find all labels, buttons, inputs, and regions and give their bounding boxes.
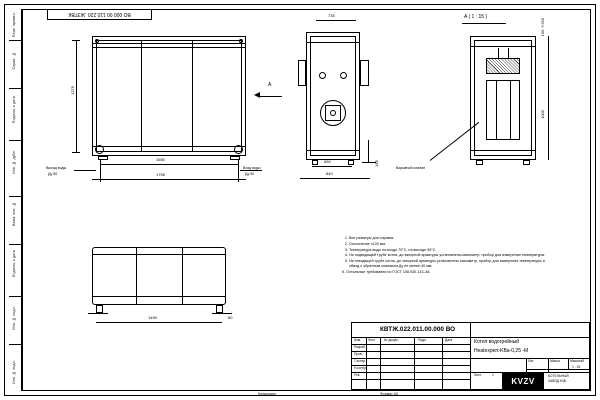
section-foot-left bbox=[476, 160, 483, 165]
section-bottom-rail bbox=[470, 150, 536, 151]
side-top-dim-text: 735 bbox=[328, 13, 335, 18]
front-dim-ext-right bbox=[238, 160, 239, 182]
top-view-split-1 bbox=[136, 247, 137, 305]
top-view-base-left bbox=[88, 313, 108, 314]
stamp-col-list: Лист bbox=[368, 338, 376, 343]
front-inlet-dn: Ду 50 bbox=[245, 172, 255, 176]
note-item: 2. Отклонение ±100 мм. bbox=[349, 242, 550, 247]
margin-divider bbox=[9, 244, 22, 245]
margin-divider bbox=[9, 140, 22, 141]
stamp-scale-label: Масштаб bbox=[570, 359, 585, 364]
top-view-split-2 bbox=[182, 247, 183, 305]
front-outlet-dn: Ду 50 bbox=[48, 172, 58, 176]
front-outlet-label: Выход воды bbox=[46, 166, 67, 170]
side-port-upper bbox=[319, 72, 326, 79]
stamp-scale-value: 1 : 15 bbox=[572, 365, 581, 370]
side-flue-box bbox=[360, 60, 369, 86]
stamp-row-razrab: Разраб. bbox=[354, 345, 366, 350]
margin-label-vzam-inv: Взам. инв. № bbox=[12, 202, 16, 226]
side-bottom-outer-dim-line bbox=[300, 178, 370, 179]
title-block bbox=[351, 322, 590, 390]
front-width-inner-dim-text: 1650 bbox=[156, 157, 165, 162]
section-title-underline bbox=[462, 23, 506, 24]
stamp-product-name-2: Heatexpert-KBa-0,25 -M bbox=[474, 348, 529, 354]
stamp-company-line1: КОТЕЛЬНЫЙ bbox=[548, 374, 569, 378]
margin-label-podpis-data-1: Подпись и дата bbox=[12, 96, 16, 124]
stamp-product-name-1: Котел водогрейный bbox=[474, 339, 520, 345]
top-view-foot-left bbox=[96, 305, 103, 313]
top-view-rail-2 bbox=[92, 296, 226, 297]
note-item: 5. На отводящей трубе котла, до запорной арматуры установлены манометр, прибор для измерения температуры и обвод с обратным клапаном Ду не менее 40 мм. bbox=[349, 259, 550, 270]
front-width-inner-dim-line bbox=[100, 164, 238, 165]
margin-label-inv-dubl: Инв. № дубл. bbox=[12, 150, 16, 174]
front-corner-bolt-tl bbox=[95, 39, 99, 43]
note-item: 3. Температура воды на входе 70°С, на выходе 95°С. bbox=[349, 248, 550, 253]
side-bottom-outer-dim-text: 840 bbox=[326, 171, 333, 176]
top-view-width-dim-line bbox=[96, 322, 222, 323]
note-item: 1. Все размеры для справок. bbox=[349, 236, 550, 241]
margin-label-inv-podl: Инв. № подл. bbox=[12, 306, 16, 330]
front-inlet-nozzle bbox=[234, 145, 243, 154]
side-left-box bbox=[298, 60, 306, 86]
front-dim-ext-left bbox=[100, 160, 101, 182]
front-height-ext-bot bbox=[72, 152, 80, 153]
side-top-dim-line bbox=[316, 20, 356, 21]
front-view-inner-panel bbox=[96, 40, 242, 152]
top-view-small-dim-text: 80 bbox=[228, 315, 233, 320]
side-foot-left bbox=[312, 160, 318, 165]
side-bottom-rail bbox=[306, 150, 360, 151]
bottom-inv-podl-label: Инв. № подл. bbox=[12, 360, 16, 384]
front-panel-split-2 bbox=[192, 40, 193, 152]
stamp-col-dokum: № докум. bbox=[384, 338, 399, 343]
side-port-upper-2 bbox=[340, 72, 347, 79]
stamp-row-utv: Утв. bbox=[354, 373, 361, 378]
section-arrow-line bbox=[258, 96, 282, 97]
margin-label-sprav: Справ. № bbox=[12, 52, 16, 70]
front-height-dim-text: 1275 bbox=[70, 86, 75, 95]
margin-divider bbox=[9, 196, 22, 197]
section-arrow-letter: A bbox=[268, 82, 272, 88]
side-vert-dim-text: 165 bbox=[374, 160, 379, 167]
section-valve-stem-1 bbox=[498, 48, 499, 58]
front-inlet-leader bbox=[240, 170, 262, 171]
section-drum bbox=[486, 80, 520, 140]
front-outlet-leader bbox=[74, 170, 96, 171]
margin-divider bbox=[9, 88, 22, 89]
bottom-copier-label: Копировал bbox=[258, 392, 277, 396]
note-item: 4. На подводящей трубе котла, до запорной арматуры установлены манометр, прибор для измерения температуры. bbox=[349, 253, 550, 258]
top-view-rail-1 bbox=[92, 254, 226, 255]
side-right-support bbox=[368, 140, 369, 162]
stamp-sheet-label: Лист bbox=[474, 373, 482, 378]
margin-divider bbox=[9, 40, 22, 41]
notes-block bbox=[340, 236, 550, 275]
stamp-col-podp: Подп. bbox=[418, 338, 427, 343]
margin-divider bbox=[9, 296, 22, 297]
side-bottom-inner-dim-text: 650 bbox=[324, 159, 331, 164]
front-width-outer-dim-line bbox=[92, 179, 246, 180]
stamp-row-nkontr: Н.контр. bbox=[354, 366, 367, 371]
section-valve-stem-2 bbox=[508, 48, 509, 58]
section-dim-right-text: 1005 bbox=[540, 110, 545, 119]
front-bottom-rail bbox=[92, 146, 246, 147]
top-title-text: ВО 000 00 110.220 .ЖЗТВК bbox=[68, 11, 131, 18]
margin-divider bbox=[9, 344, 22, 345]
stamp-sheet-value: 1 bbox=[492, 373, 494, 378]
top-view-width-dim-text: 1450 bbox=[148, 315, 157, 320]
stamp-row-prov: Пров. bbox=[354, 352, 363, 357]
section-title: A ( 1 : 15 ) bbox=[464, 14, 488, 20]
front-inlet-label: Вход воды bbox=[243, 166, 261, 170]
front-height-ext-top bbox=[72, 40, 80, 41]
side-bottom-inner-dim-line bbox=[312, 166, 352, 167]
section-drum-split-1 bbox=[496, 80, 497, 140]
top-title-box bbox=[47, 9, 152, 20]
stamp-col-izm: Изм. bbox=[354, 338, 362, 343]
stamp-mass-label: Масса bbox=[550, 359, 560, 364]
section-top-rail bbox=[470, 46, 536, 47]
side-view-inner bbox=[310, 36, 356, 156]
front-corner-bolt-tr bbox=[239, 39, 243, 43]
section-valve-hatch bbox=[487, 59, 519, 73]
section-dim-right-top-text: 150±250 bbox=[540, 18, 545, 37]
section-drum-split-2 bbox=[510, 80, 511, 140]
front-panel-split-1 bbox=[141, 40, 142, 152]
front-outlet-nozzle bbox=[95, 145, 104, 154]
stamp-company-line2: ЗАВОД КЗВ bbox=[548, 379, 566, 383]
stamp-row-tkontr: Т.контр. bbox=[354, 359, 366, 364]
side-foot-right bbox=[348, 160, 354, 165]
side-top-rail bbox=[306, 42, 360, 43]
stamp-col-data: Дата bbox=[445, 338, 453, 343]
bottom-format-label: Формат A3 bbox=[380, 392, 399, 396]
top-view-base-right bbox=[212, 313, 232, 314]
stamp-drawing-code: КВТЖ.022.011.00.000 ВО bbox=[380, 326, 456, 333]
front-top-rail-2 bbox=[92, 47, 246, 48]
section-foot-right bbox=[523, 160, 530, 165]
top-view-foot-right bbox=[216, 305, 223, 313]
section-arrow-head bbox=[254, 92, 260, 98]
front-top-rail bbox=[92, 43, 246, 44]
margin-label-perv-primen: Перв. примен. bbox=[12, 12, 16, 38]
margin-label-podpis-data-2: Подпись и дата bbox=[12, 250, 16, 278]
side-burner-opening bbox=[330, 110, 336, 116]
company-logo: KVZV bbox=[502, 373, 544, 389]
section-right-dim-line bbox=[548, 36, 549, 160]
front-height-dim-line bbox=[76, 40, 77, 152]
note-item-6: 6. Остальные требования по ГОСТ 108.930.133–84. bbox=[342, 270, 431, 275]
explosion-valve-label: Взрывной клапан bbox=[396, 166, 426, 170]
stamp-lit-label: Лит. bbox=[528, 359, 535, 364]
front-width-outer-dim-text: 1755 bbox=[156, 172, 165, 177]
